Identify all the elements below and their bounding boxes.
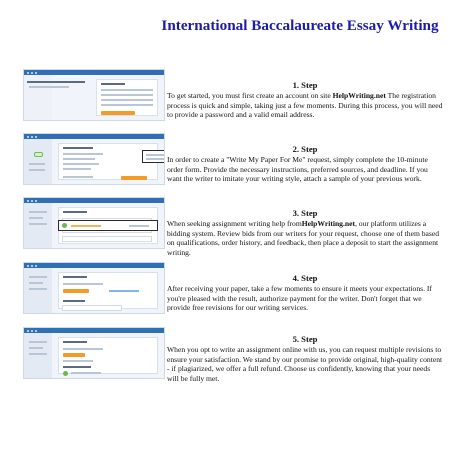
- step-5: [167, 334, 443, 383]
- step-description: In order to create a "Write My Paper For Me" request, simply complete the 10-minute order form. Provide the necessary instructions, preferred sources, and deadline. If you want the writer to imitate your writing style, attach a sample of your previous work.: [167, 155, 428, 184]
- step-2-screenshot: [23, 133, 165, 185]
- step-title: 4. Step: [292, 273, 318, 283]
- step-title: 3. Step: [292, 208, 318, 218]
- step-1-screenshot: [23, 69, 165, 121]
- step-text: To get started, you must first create an account on site: [167, 91, 333, 100]
- step-5-screenshot: [23, 327, 165, 379]
- page-title: International Baccalaureate Essay Writing: [161, 17, 439, 34]
- step-description: [167, 91, 443, 120]
- step-description: When you opt to write an assignment online with us, you can request multiple revisions to ensure your satisfaction. We stand by our promise to provide original, high-quality content - if plagiarized, we offer a full refund. Choose us confidently, knowing that your needs will be fully met.: [167, 345, 443, 383]
- step-text: , our platform utilizes a bidding system. Review bids from our writers for your request, choose one of them based on qualifications, order history, and feedback, then place a deposit to start the assignment writing.: [167, 219, 440, 257]
- step-2: [167, 144, 443, 184]
- sidebar: [24, 139, 52, 184]
- step-3-screenshot: [23, 197, 165, 249]
- sidebar: [24, 268, 52, 313]
- signup-form: [96, 79, 158, 116]
- step-title: 2. Step: [292, 144, 318, 154]
- highlighted-instructions: [142, 150, 165, 163]
- sidebar: [24, 333, 52, 378]
- step-title: 1. Step: [292, 80, 318, 90]
- site-link[interactable]: HelpWriting.net: [332, 91, 386, 100]
- step-4-screenshot: [23, 262, 165, 314]
- step-3: [167, 208, 443, 257]
- sidebar: [24, 203, 52, 248]
- step-1: [167, 80, 443, 120]
- step-description: After receiving your paper, take a few moments to ensure it meets your expectations. If you're pleased with the result, authorize payment for the writer. Don't forget that we provide free revisions for our writing services.: [167, 284, 432, 313]
- step-4: [167, 273, 443, 313]
- step-title: 5. Step: [292, 334, 318, 344]
- payment-panel: [58, 272, 158, 309]
- highlighted-bid: [58, 220, 158, 231]
- site-link[interactable]: HelpWriting.net: [301, 219, 355, 228]
- step-text: The registration process is quick and simple, taking just a few moments. During this process, you will need to provide a password and a valid email address.: [167, 91, 443, 120]
- step-description: [167, 219, 443, 257]
- revisions-panel: [58, 337, 158, 374]
- step-text: When seeking assignment writing help from: [167, 219, 302, 228]
